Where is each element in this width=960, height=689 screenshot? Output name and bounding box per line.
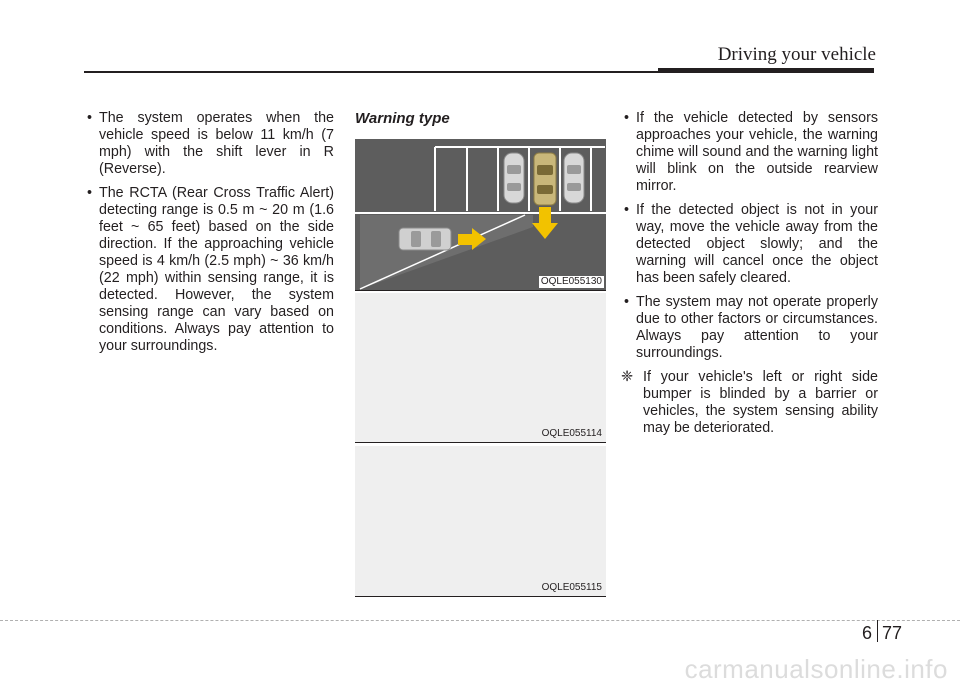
rear-cross-traffic-illustration (355, 139, 606, 291)
own-vehicle (534, 153, 556, 205)
parked-car-1 (504, 153, 524, 203)
left-column (84, 110, 334, 362)
bullet-dot-icon: • (624, 110, 630, 126)
figure-code: OQLE055114 (541, 428, 602, 439)
bullet-text: The RCTA (Rear Cross Traffic Alert) detecting range is 0.5 m ~ 20 m (1.6 feet ~ 65 feet) based on the side direction. If the approaching vehicle speed is 4 km/h (2.5 mph) ~ 36 km/h (22 mph) within sensing range, it is detected. However, the system sensing range can vary based on conditions. Always pay attention to your surroundings. (99, 185, 334, 354)
figure-rule (355, 596, 606, 597)
watermark: carmanualsonline.info (684, 654, 948, 684)
bullet-item (621, 202, 878, 287)
bullet-item (84, 110, 334, 178)
figure-blank-1 (355, 293, 606, 443)
bullet-dot-icon: • (624, 202, 630, 218)
parked-car-2 (564, 153, 584, 203)
figure-parking-illustration (355, 139, 606, 291)
bullet-dot-icon: • (87, 185, 93, 201)
note-mark-icon: ❈ (621, 369, 633, 385)
bullet-item (84, 185, 334, 355)
page-number: 77 (882, 623, 903, 643)
bullet-item (621, 294, 878, 362)
right-column (621, 110, 878, 437)
figure-rule (355, 290, 606, 291)
bullet-text: If the detected object is not in your way, move the vehicle away from the detected object slowly; and the warning will cancel once the object has been safely cleared. (636, 202, 878, 286)
figure-code: OQLE055115 (541, 582, 602, 593)
note-item (621, 369, 878, 437)
bullet-item (621, 110, 878, 195)
section-title: Warning type (355, 110, 450, 127)
header-title: Driving your vehicle (717, 44, 876, 65)
page-chapter: 6 (862, 623, 873, 643)
footer-rule (0, 620, 960, 622)
bullet-dot-icon: • (624, 294, 630, 310)
figure-blank-2 (355, 446, 606, 597)
bullet-text: The system may not operate properly due to other factors or circumstances. Always pay attention to your surroundings. (636, 294, 878, 361)
approaching-car (399, 228, 451, 250)
note-text: If your vehicle's left or right side bumper is blinded by a barrier or vehicles, the system sensing ability may be deteriorated. (643, 369, 878, 436)
page-divider (877, 620, 878, 642)
figure-rule (355, 442, 606, 443)
bullet-dot-icon: • (87, 110, 93, 126)
figure-code: OQLE055130 (540, 276, 602, 287)
bullet-text: If the vehicle detected by sensors approaches your vehicle, the warning chime will sound and the warning light will blink on the outside rearview mirror. (636, 110, 878, 194)
bullet-text: The system operates when the vehicle speed is below 11 km/h (7 mph) with the shift lever in R (Reverse). (99, 110, 334, 177)
header-rule-accent (658, 68, 874, 73)
